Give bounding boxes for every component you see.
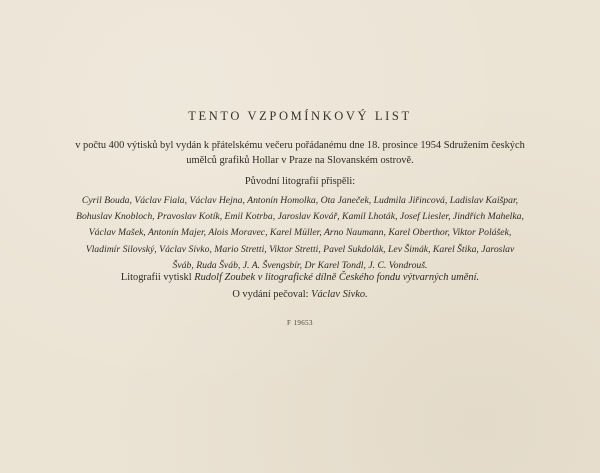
artists-line-2: Bohuslav Knobloch, Pravoslav Kotík, Emil Kotrba, Jaroslav Kovář, Kamil Lhoták, Josef Liesler, Jindřich Mahelka, [76,211,524,223]
editor-name: Václav Sivko. [311,289,368,300]
editor-credit [0,289,600,300]
printing-credit [0,272,600,283]
intro-line-1: v počtu 400 výtisků byl vydán k přátelskému večeru pořádanému dne 18. prosince 1954 Sdružením českých [75,140,525,151]
catalog-code: F 19653 [287,319,313,327]
document-title: TENTO VZPOMÍNKOVÝ LIST [188,109,412,123]
artists-line-5: Šváb, Ruda Šváb, J. A. Švengsbír, Dr Karel Tondl, J. C. Vondrouš. [172,259,428,271]
intro-paragraph [40,138,560,168]
intro-line-2: umělců grafiků Hollar v Praze na Slovanském ostrově. [186,155,414,166]
artists-line-1: Cyril Bouda, Václav Fiala, Václav Hejna, Antonín Homolka, Ota Janeček, Ludmila Jiřincová, Ladislav Kaišpar, [81,195,519,206]
artists-list [32,193,568,274]
contributors-heading: Původní litografií přispěli: [244,176,356,187]
artists-line-4: Vladimír Silovský, Václav Sivko, Mario Stretti, Viktor Stretti, Pavel Sukdolák, Lev Šimák, Karel Štika, Jaroslav [85,243,515,255]
editor-prefix: O vydání pečoval: [232,289,309,300]
printing-prefix: Litografii vytiskl [120,272,192,283]
artists-line-3: Václav Mašek, Antonín Majer, Alois Moravec, Karel Müller, Arno Naumann, Karel Oberthor, Viktor Polášek, [88,227,512,239]
printing-text: Rudolf Zoubek v litografické dílně Českého fondu výtvarných umění. [194,272,480,283]
